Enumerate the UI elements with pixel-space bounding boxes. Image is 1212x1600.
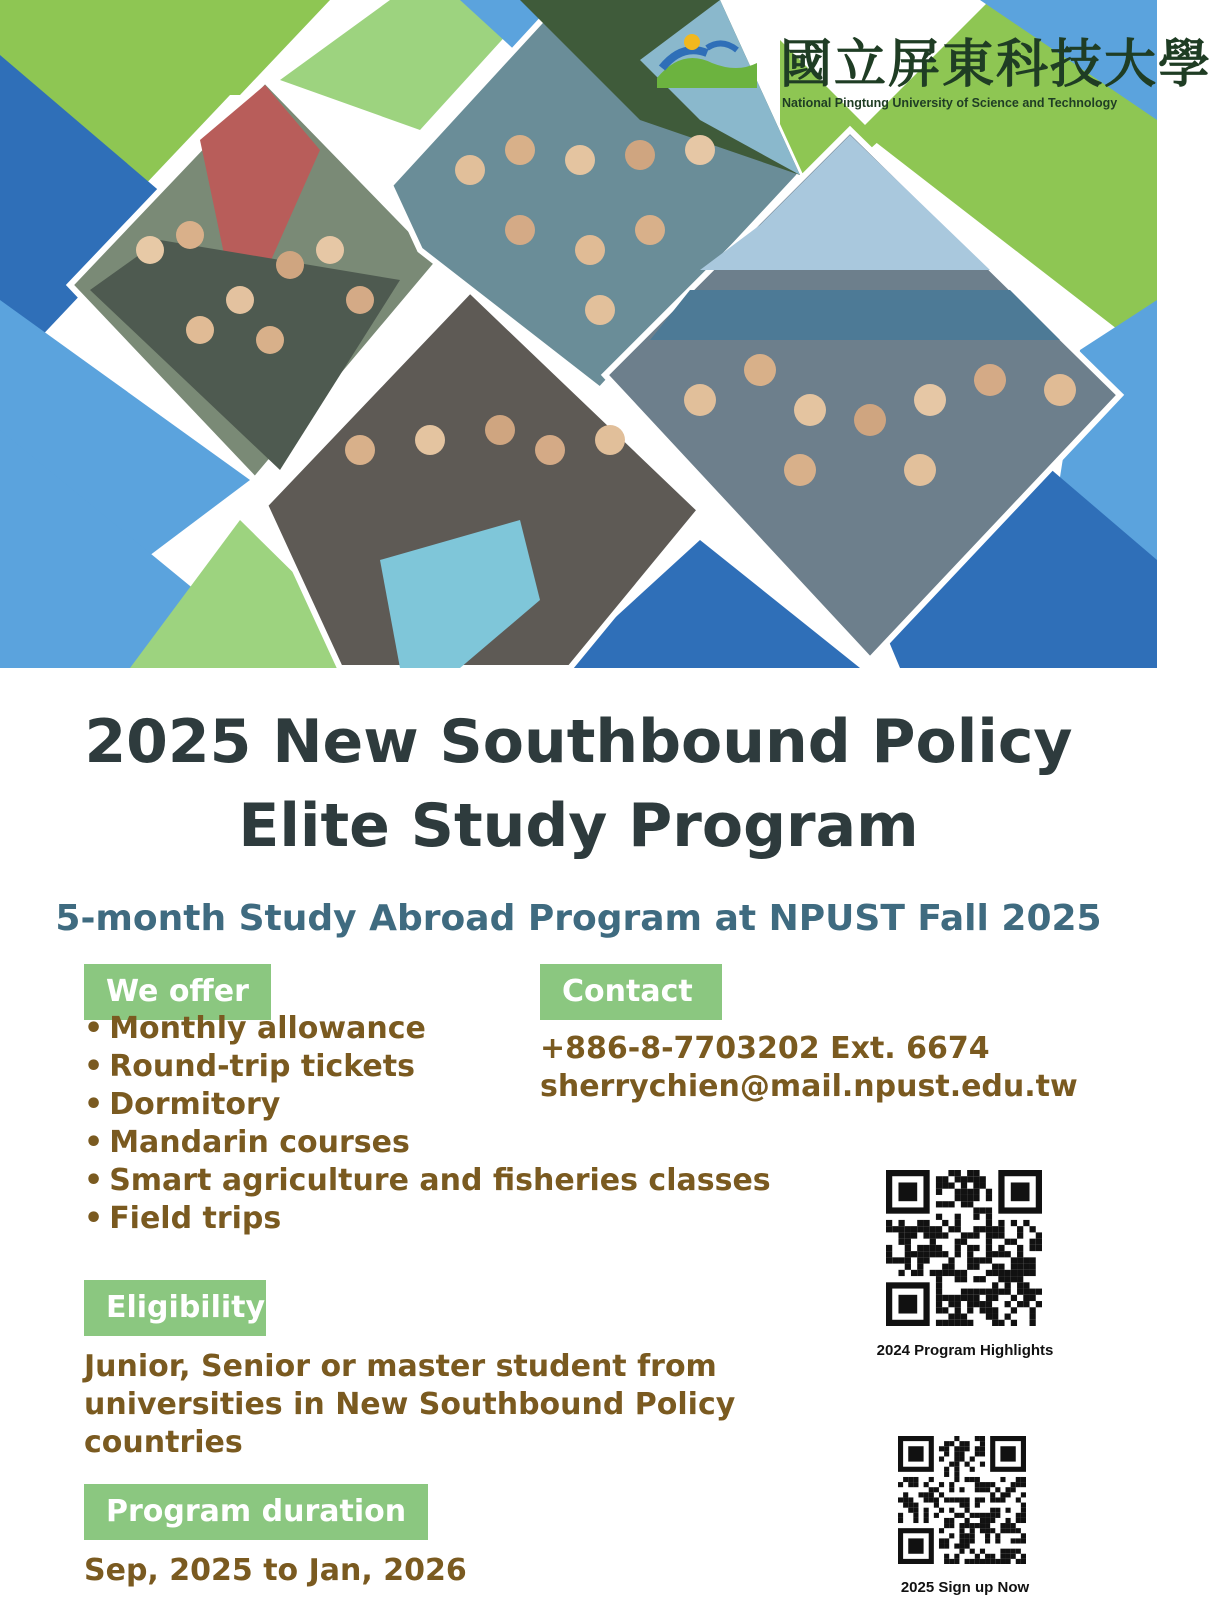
offer-item: • Dormitory (84, 1086, 771, 1124)
program-duration-heading: Program duration (84, 1484, 428, 1540)
university-name-english: National Pingtung University of Science and Technology (782, 96, 1118, 110)
offer-item: • Round-trip tickets (84, 1048, 771, 1086)
qr-code-highlights[interactable] (886, 1170, 1042, 1326)
eligibility-line: universities in New Southbound Policy (84, 1387, 736, 1422)
qr-caption-signup: 2025 Sign up Now (900, 1579, 1030, 1596)
eligibility-line: Junior, Senior or master student from (84, 1349, 717, 1384)
program-duration-text: Sep, 2025 to Jan, 2026 (84, 1553, 467, 1588)
we-offer-heading: We offer (84, 964, 271, 1020)
offer-item: • Smart agriculture and fisheries classes (84, 1162, 771, 1200)
university-logo (652, 22, 1212, 122)
title-line-1: 2025 New Southbound Policy (84, 707, 1073, 777)
contact-phone[interactable]: +886-8-7703202 Ext. 6674 (540, 1031, 990, 1066)
university-name-chinese: 國立屏東科技大學 (780, 34, 1212, 95)
qr-code-signup[interactable] (898, 1436, 1026, 1564)
title-line-2: Elite Study Program (238, 791, 919, 861)
contact-email[interactable]: sherrychien@mail.npust.edu.tw (540, 1069, 1078, 1104)
qr-caption-highlights: 2024 Program Highlights (876, 1342, 1054, 1359)
university-emblem-icon (652, 28, 762, 98)
eligibility-heading: Eligibility (84, 1280, 266, 1336)
offer-item: • Monthly allowance (84, 1010, 771, 1048)
subtitle: 5-month Study Abroad Program at NPUST Fall 2025 (55, 898, 1102, 939)
offer-item: • Mandarin courses (84, 1124, 771, 1162)
eligibility-line: countries (84, 1425, 243, 1460)
contact-heading: Contact (540, 964, 722, 1020)
offer-item: • Field trips (84, 1200, 771, 1238)
